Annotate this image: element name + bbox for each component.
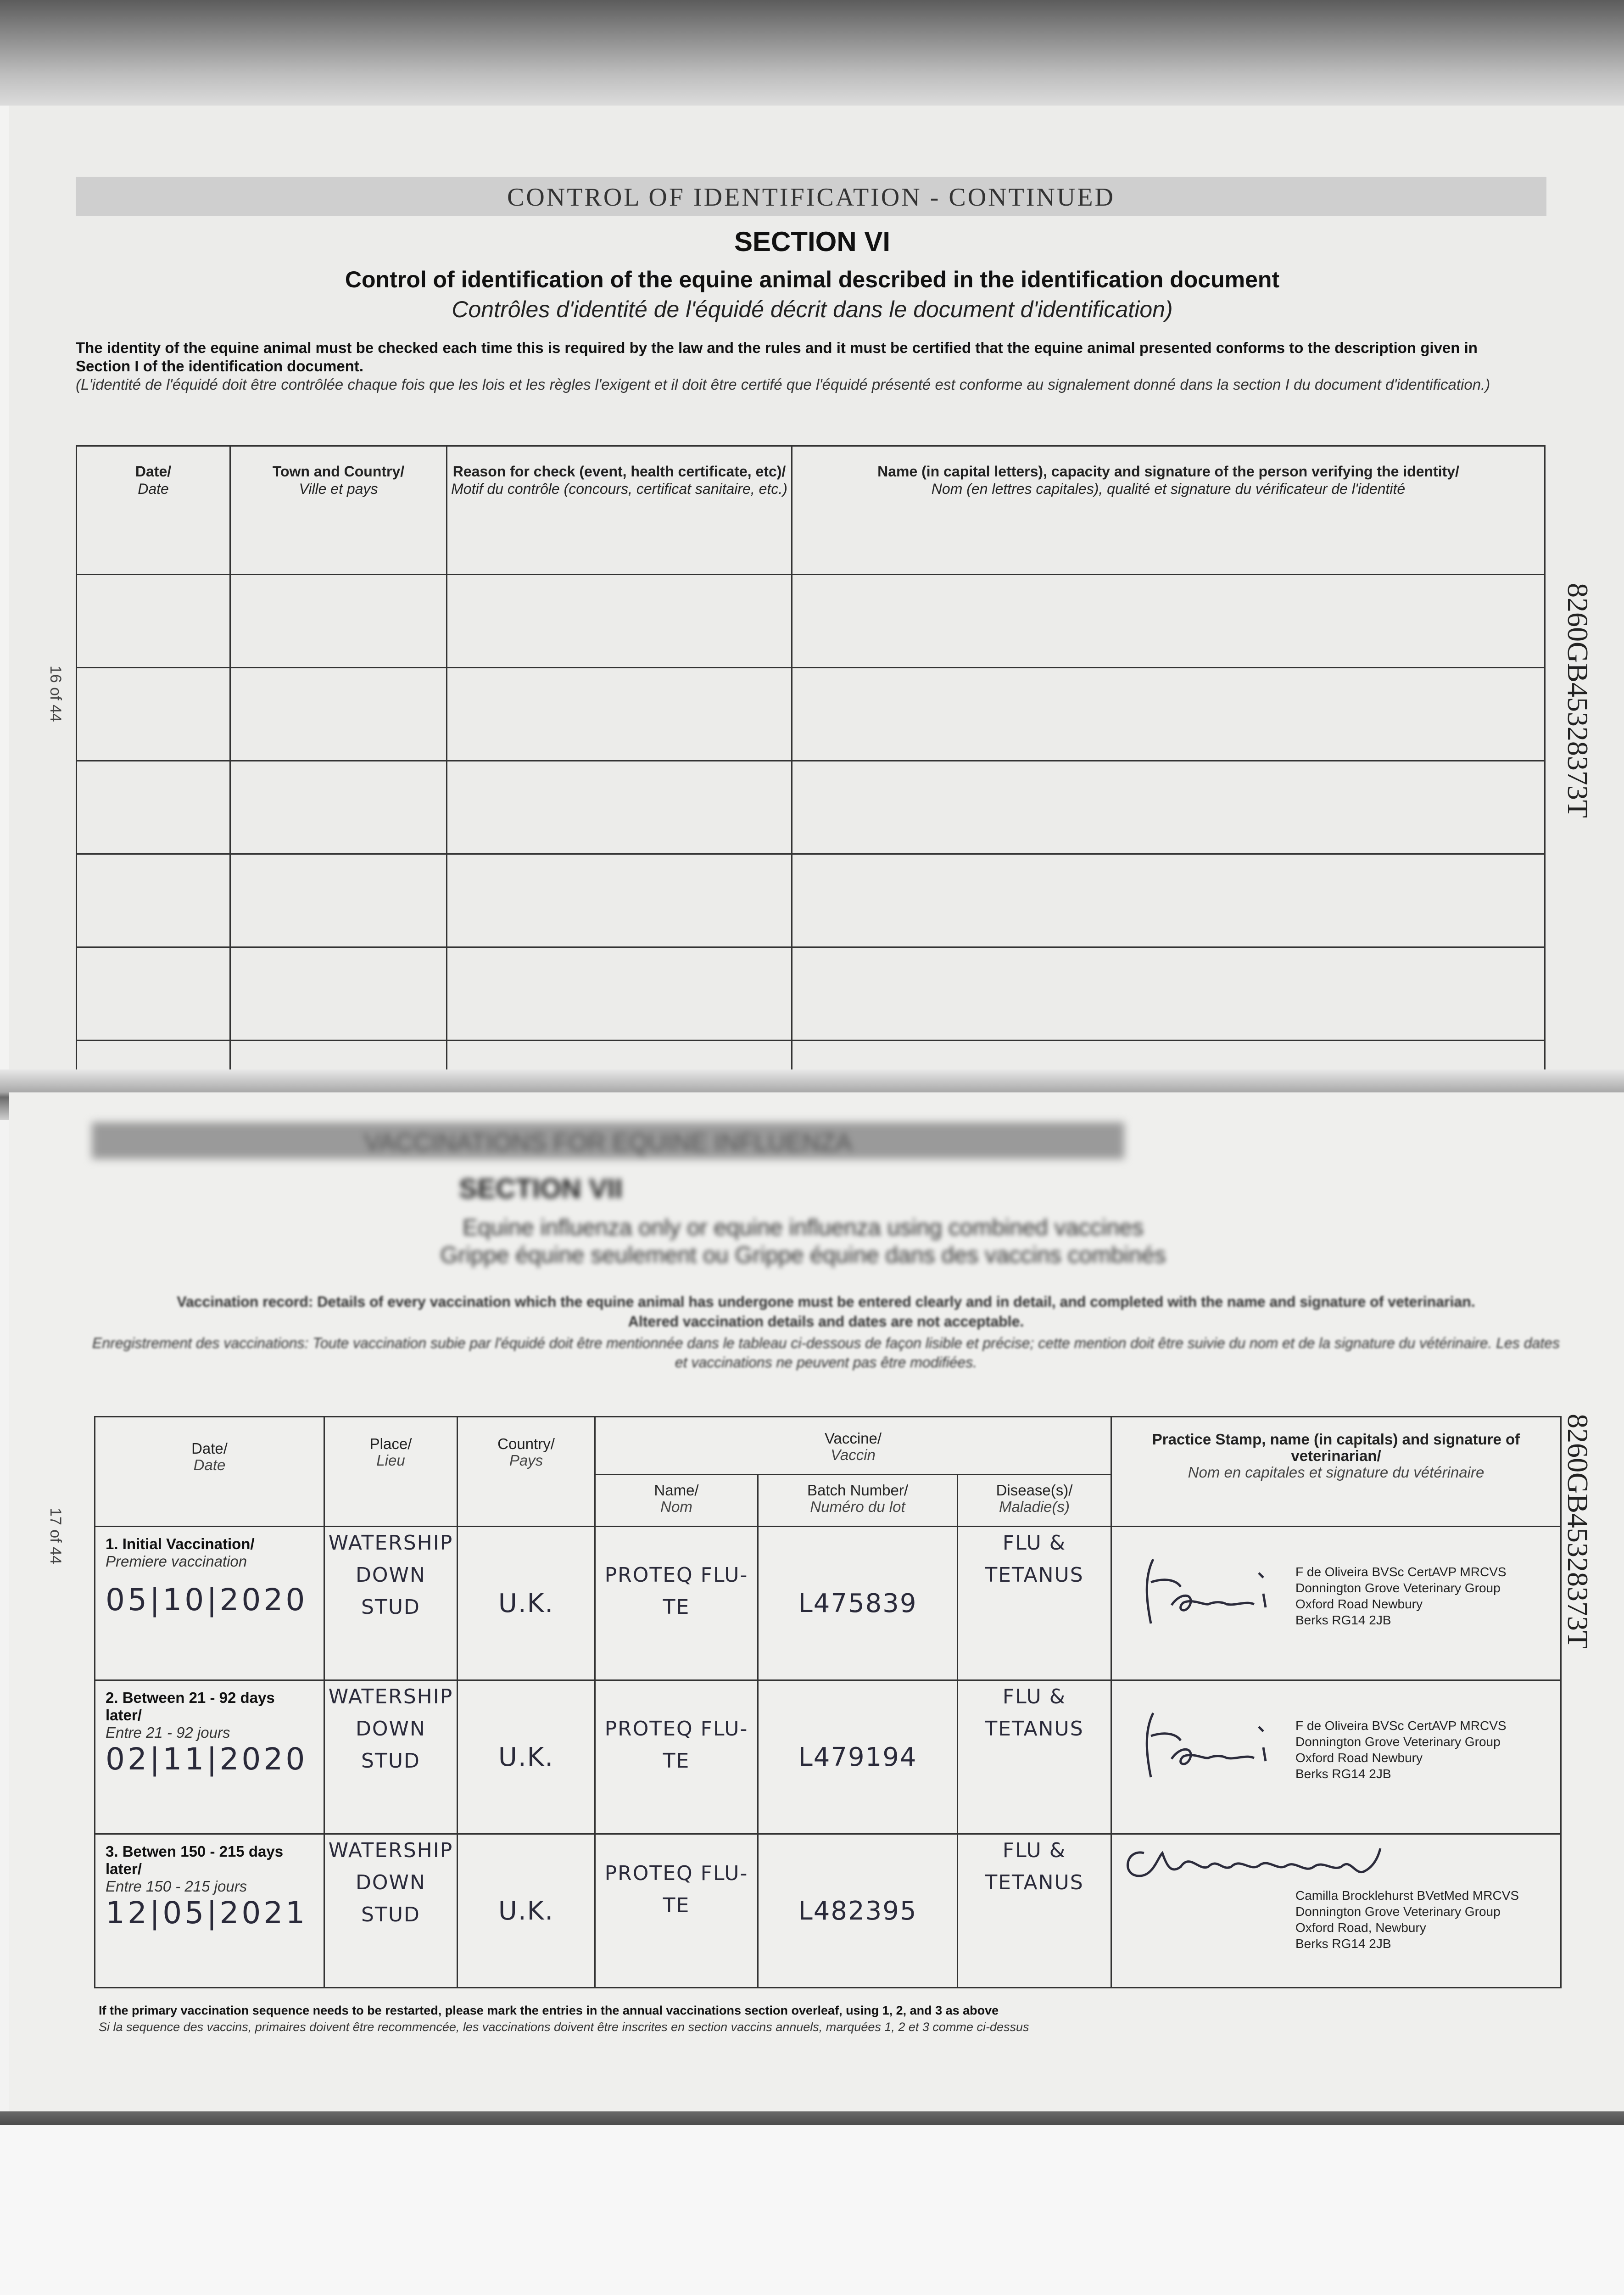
- blurred-subtitle-en: Equine influenza only or equine influenza using combined vaccines: [462, 1215, 1144, 1240]
- vaccine-name-cell: PROTEQ FLU-TE: [595, 1680, 758, 1834]
- table-row: [95, 1527, 1561, 1680]
- header-vaccine: Vaccine/ Vaccin: [595, 1417, 1111, 1475]
- footnote-en: If the primary vaccination sequence needs to be restarted, please mark the entries in the annual vaccinations section overleaf, using 1, 2, and 3 as above: [99, 2004, 999, 2017]
- header-row-1: [95, 1417, 1561, 1475]
- table-row: [77, 668, 1545, 761]
- blurred-intro-en: Vaccination record: Details of every vaccination which the equine animal has undergone must be entered clearly and in detail, and completed with the name and signature of veterinarian.: [177, 1293, 1475, 1310]
- disease-cell: FLU & TETANUS: [958, 1680, 1111, 1834]
- row-label: 3. Betwen 150 - 215 days later/ Entre 150 - 215 jours 12|05|2021: [95, 1834, 324, 1988]
- table-header-row: [77, 446, 1545, 575]
- country-cell: U.K.: [458, 1680, 595, 1834]
- table-row: [77, 575, 1545, 668]
- stamp-cell: [1111, 1680, 1561, 1834]
- vaccine-name-cell: PROTEQ FLU-TE: [595, 1834, 758, 1988]
- blurred-intro-fr: Enregistrement des vaccinations: Toute vaccination subie par l'équidé doit être mentionnée dans le tableau ci-dessous de façon lisible et précise; cette mention doit être suivie du nom et de la signature du vétérinaire. Les dates et vaccinations ne peuvent pas être modifiées.: [92, 1335, 1560, 1371]
- band-heading: CONTROL OF IDENTIFICATION - CONTINUED: [507, 183, 1115, 212]
- passport-number-top: 8260GB45328373T: [1562, 583, 1594, 818]
- page-number-17: 17 of 44: [47, 1508, 64, 1564]
- header-vaccine-name: Name/ Nom: [595, 1475, 758, 1527]
- footnote: [99, 2002, 1029, 2035]
- section-title: SECTION VI: [734, 226, 891, 257]
- blurred-band-heading: VACCINATIONS FOR EQUINE INFLUENZA: [364, 1129, 852, 1156]
- blurred-subtitle-fr: Grippe équine seulement ou Grippe équine dans des vaccins combinés: [440, 1242, 1166, 1268]
- vet-stamp: Camilla Brocklehurst BVetMed MRCVS Donnington Grove Veterinary Group Oxford Road, Newbury Berks RG14 2JB: [1295, 1888, 1519, 1951]
- batch-cell: L475839: [758, 1527, 958, 1680]
- scan-background-bottom: [0, 2125, 1624, 2295]
- table-row: [95, 1680, 1561, 1834]
- blurred-section-title: SECTION VII: [459, 1173, 623, 1204]
- row-label: 2. Between 21 - 92 days later/ Entre 21 - 92 jours 02|11|2020: [95, 1680, 324, 1834]
- header-verifier: Name (in capital letters), capacity and signature of the person verifying the identity/ Nom (en lettres capitales), qualité et signature du vérificateur de l'identité: [792, 446, 1545, 575]
- intro-en: The identity of the equine animal must be checked each time this is required by the law and the rules and it must be certified that the equine animal presented conforms to the description given in Section I of the identification document.: [76, 339, 1478, 375]
- section-subtitle-fr: Contrôles d'identité de l'équidé décrit dans le document d'identification): [452, 297, 1173, 322]
- vaccination-date: 12|05|2021: [106, 1895, 308, 1931]
- batch-cell: L482395: [758, 1834, 958, 1988]
- header-stamp: Practice Stamp, name (in capitals) and signature of veterinarian/ Nom en capitales et signature du vétérinaire: [1111, 1417, 1561, 1527]
- intro-text: [76, 339, 1526, 394]
- disease-cell: FLU & TETANUS: [958, 1834, 1111, 1988]
- intro-fr: (L'identité de l'équidé doit être contrôlée chaque fois que les lois et les règles l'exigent et il doit être certifé que l'équidé présenté est conforme au signalement donné dans la section I du document d'identification.): [76, 376, 1490, 393]
- place-cell: WATERSHIP DOWN STUD: [324, 1527, 458, 1680]
- header-date: Date/ Date: [95, 1417, 324, 1527]
- identity-check-table: [76, 445, 1546, 1103]
- place-cell: WATERSHIP DOWN STUD: [324, 1680, 458, 1834]
- vet-signature: [1126, 1550, 1277, 1628]
- header-town: Town and Country/ Ville et pays: [230, 446, 447, 575]
- vaccination-date: 05|10|2020: [106, 1582, 308, 1618]
- vaccination-date: 02|11|2020: [106, 1741, 308, 1777]
- header-country: Country/ Pays: [458, 1417, 595, 1527]
- vet-stamp: F de Oliveira BVSc CertAVP MRCVS Donnington Grove Veterinary Group Oxford Road Newbury Berks RG14 2JB: [1295, 1718, 1507, 1781]
- stamp-cell: [1111, 1527, 1561, 1680]
- section-subtitle-en: Control of identification of the equine animal described in the identification document: [345, 267, 1280, 292]
- batch-cell: L479194: [758, 1680, 958, 1834]
- disease-cell: FLU & TETANUS: [958, 1527, 1111, 1680]
- header-place: Place/ Lieu: [324, 1417, 458, 1527]
- table-row: [77, 761, 1545, 854]
- place-cell: WATERSHIP DOWN STUD: [324, 1834, 458, 1988]
- country-cell: U.K.: [458, 1834, 595, 1988]
- stamp-cell: [1111, 1834, 1561, 1988]
- table-row: [95, 1834, 1561, 1988]
- scan-background-top: [0, 0, 1624, 106]
- header-disease: Disease(s)/ Maladie(s): [958, 1475, 1111, 1527]
- vaccination-table: [94, 1416, 1562, 1988]
- header-date: Date/ Date: [77, 446, 230, 575]
- table-row: [77, 947, 1545, 1041]
- blurred-intro-en2: Altered vaccination details and dates are not acceptable.: [628, 1313, 1024, 1330]
- country-cell: U.K.: [458, 1527, 595, 1680]
- row-label: 1. Initial Vaccination/ Premiere vaccination 05|10|2020: [95, 1527, 324, 1680]
- passport-number-bottom: 8260GB45328373T: [1562, 1414, 1594, 1649]
- vaccine-name-cell: PROTEQ FLU-TE: [595, 1527, 758, 1680]
- vet-signature: [1126, 1704, 1277, 1782]
- header-batch: Batch Number/ Numéro du lot: [758, 1475, 958, 1527]
- header-reason: Reason for check (event, health certificate, etc)/ Motif du contrôle (concours, certificat sanitaire, etc.): [447, 446, 792, 575]
- vet-signature: [1116, 1839, 1392, 1890]
- table-row: [77, 854, 1545, 947]
- footnote-fr: Si la sequence des vaccins, primaires doivent être recommencée, les vaccinations doivent être inscrites en section vaccins annuels, marquées 1, 2 et 3 comme ci-dessus: [99, 2020, 1029, 2034]
- page-number-16: 16 of 44: [47, 666, 64, 722]
- vet-stamp: F de Oliveira BVSc CertAVP MRCVS Donnington Grove Veterinary Group Oxford Road Newbury Berks RG14 2JB: [1295, 1565, 1507, 1627]
